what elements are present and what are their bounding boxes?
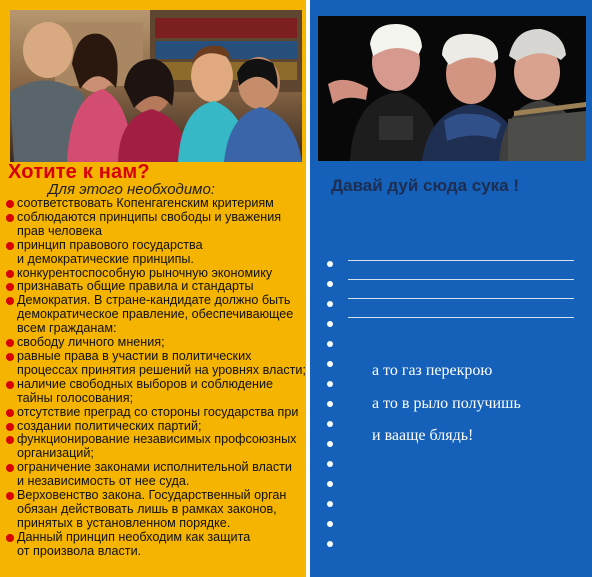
criteria-item: соответствовать Копенгагенским критериям (6, 197, 322, 211)
criteria-item: конкурентоспособную рыночную экономику (6, 267, 322, 281)
criteria-item: признавать общие правила и стандарты (6, 280, 322, 294)
dot-marker (327, 401, 333, 407)
criteria-item: равные права в участии в политических процессах принятия решений на уровнях власти; (6, 350, 322, 378)
criteria-item: Верховенство закона. Государственный орган обязан действовать лишь в рамках законов, принятых в установленном порядке. (6, 489, 322, 531)
dot-marker (327, 521, 333, 527)
dot-marker (327, 321, 333, 327)
criteria-item: ограничение законами исполнительной власти и независимость от нее суда. (6, 461, 322, 489)
criteria-item: свободу личного мнения; (6, 336, 322, 350)
right-line-3: и вааще блядь! (372, 427, 474, 444)
criteria-item: принцип правового государства и демократические принципы. (6, 239, 322, 267)
dot-marker (327, 301, 333, 307)
dot-column (327, 261, 335, 561)
dot-marker (327, 261, 333, 267)
criteria-item: Демократия. В стране-кандидате должно быть демократическое правление, обеспечивающее всем гражданам: (6, 294, 322, 336)
students-photo-illustration (10, 10, 302, 162)
students-photo (10, 10, 302, 162)
dot-marker (327, 341, 333, 347)
left-subtitle: Для этого необходимо: (48, 181, 215, 198)
dot-marker (327, 381, 333, 387)
right-line-1: а то газ перекрою (372, 362, 493, 379)
right-title: Давай дуй сюда сука ! (331, 176, 520, 195)
writing-line (348, 279, 574, 280)
criteria-item: Данный принцип необходим как защита от произвола власти. (6, 531, 322, 559)
writing-line (348, 260, 574, 261)
young-men-photo (318, 16, 586, 161)
dot-marker (327, 421, 333, 427)
dot-marker (327, 481, 333, 487)
criteria-item: отсутствие преград со стороны государства при (6, 406, 322, 420)
criteria-item: наличие свободных выборов и соблюдение тайны голосования; (6, 378, 322, 406)
criteria-item: создании политических партий; (6, 420, 322, 434)
dot-marker (327, 361, 333, 367)
dot-marker (327, 281, 333, 287)
criteria-item: функционирование независимых профсоюзных организаций; (6, 433, 322, 461)
writing-line (348, 317, 574, 318)
criteria-item: соблюдаются принципы свободы и уважения прав человека (6, 211, 322, 239)
criteria-list (6, 197, 322, 559)
dot-marker (327, 501, 333, 507)
writing-line (348, 298, 574, 299)
dot-marker (327, 441, 333, 447)
dot-marker (327, 461, 333, 467)
right-line-2: а то в рыло получишь (372, 395, 521, 412)
dot-marker (327, 541, 333, 547)
left-title: Хотите к нам? (8, 161, 150, 183)
young-men-photo-illustration (318, 16, 586, 161)
